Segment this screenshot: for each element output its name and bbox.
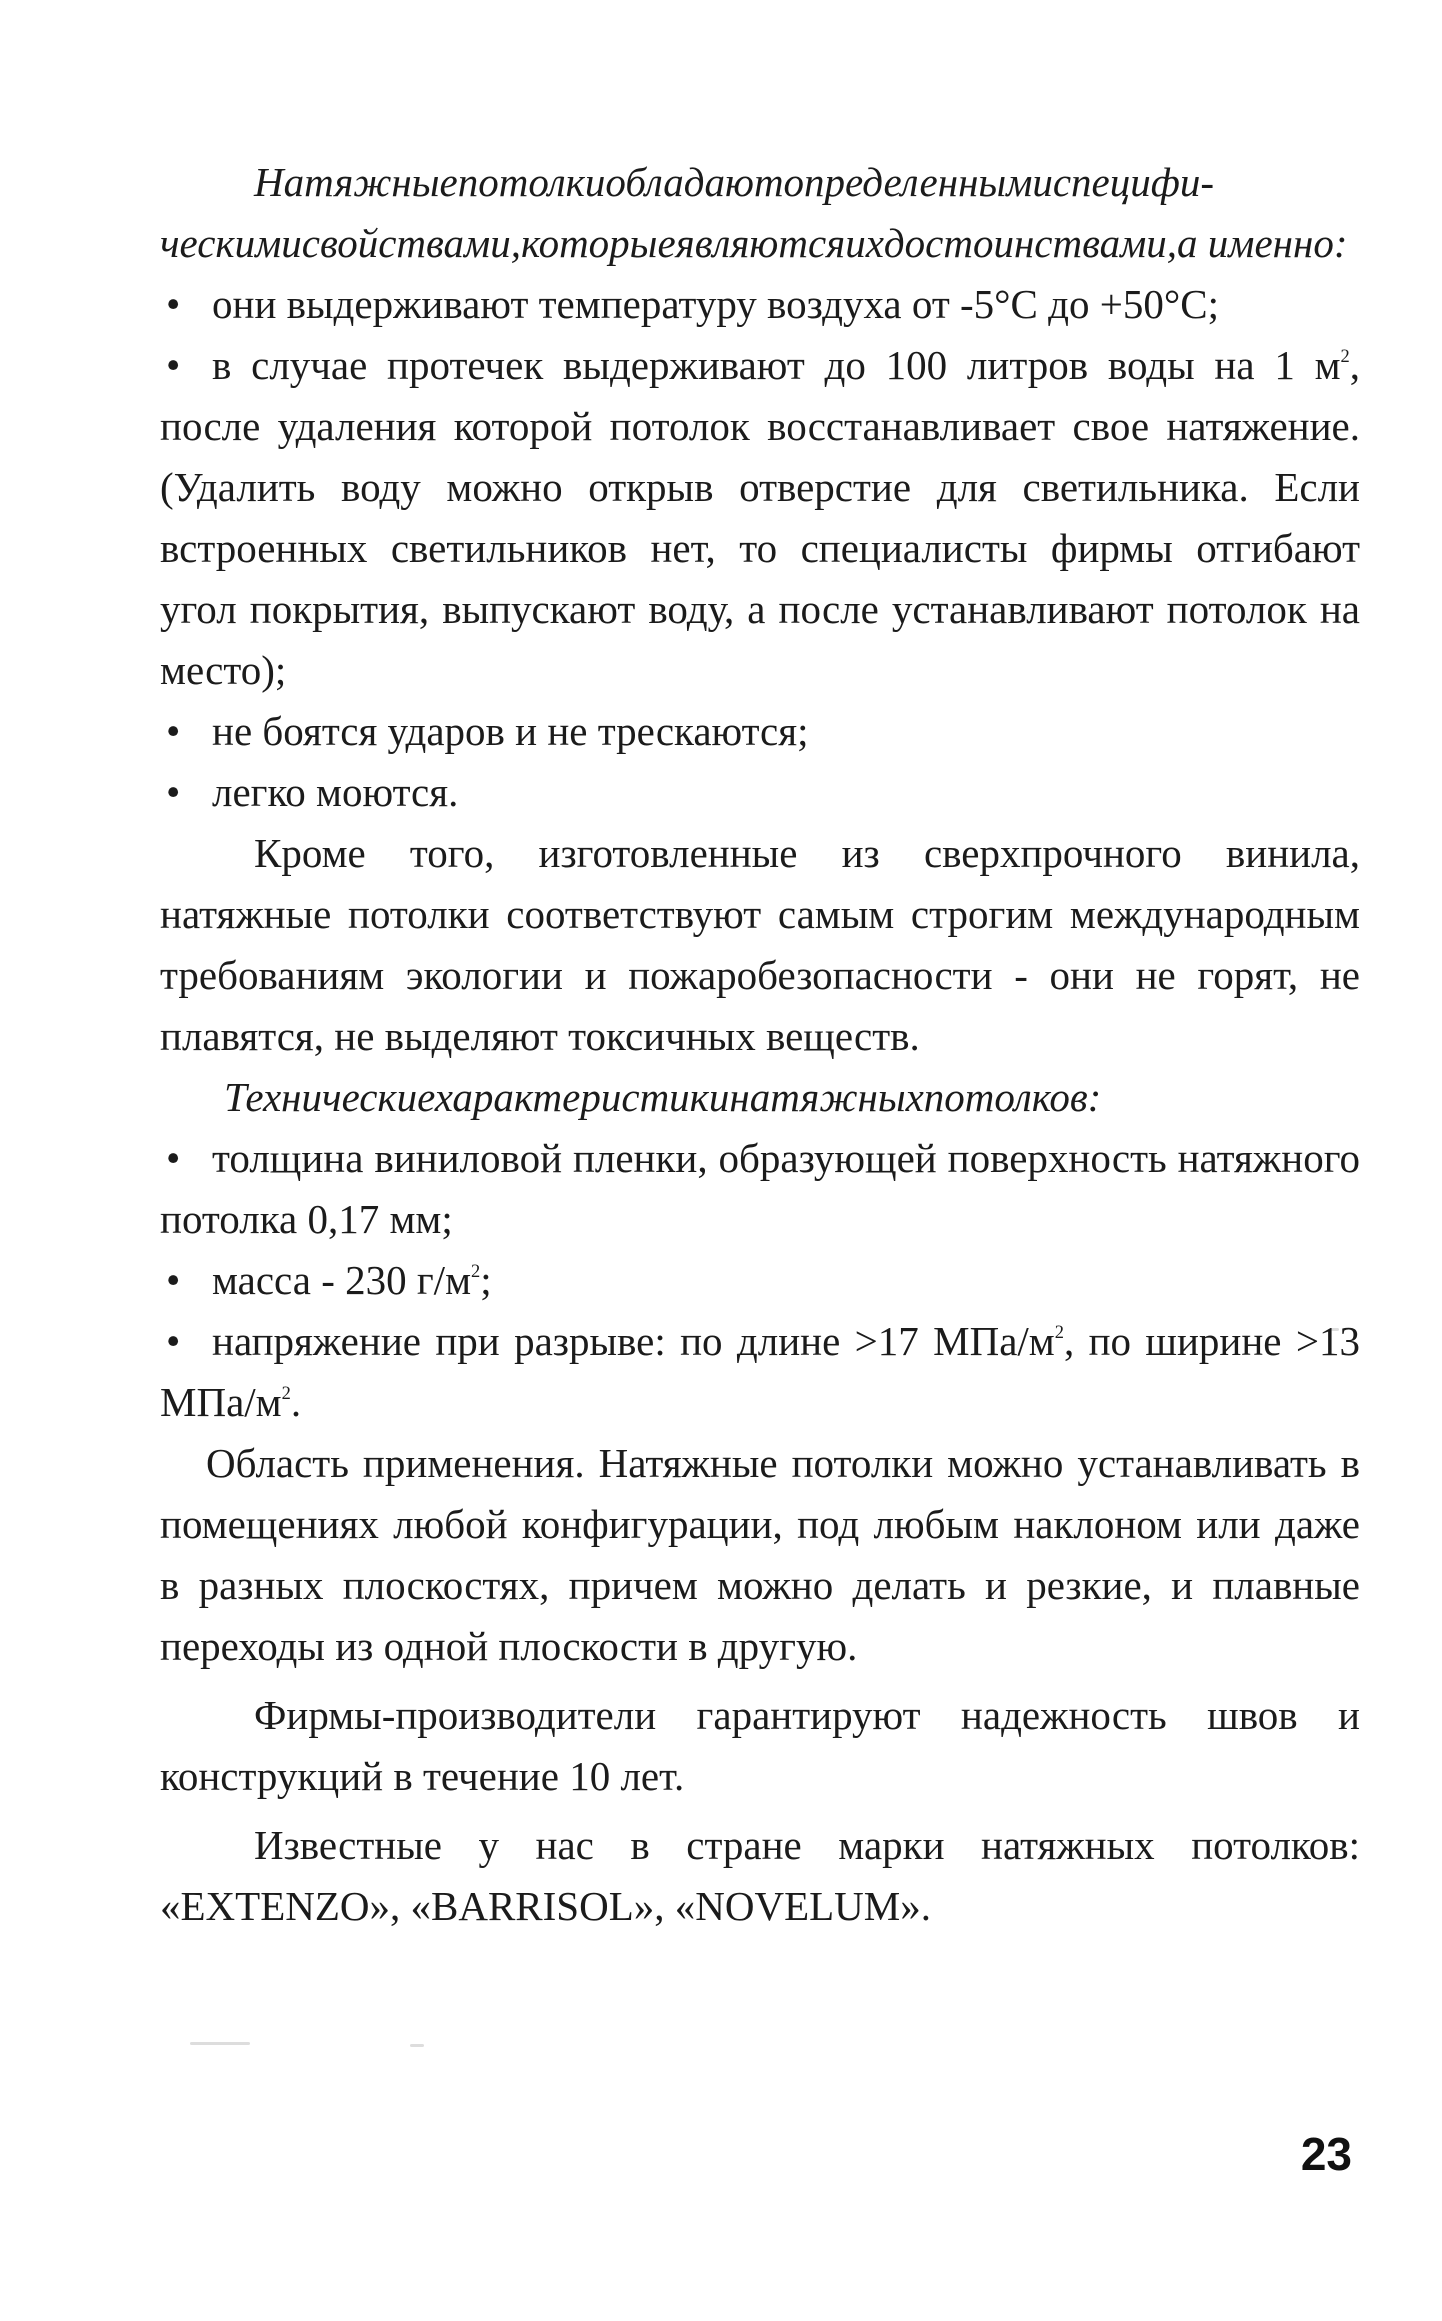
bullet-temperature bbox=[160, 274, 1360, 335]
bullet-tension bbox=[160, 1311, 1360, 1433]
bullet-text: не боятся ударов и не трескаются; bbox=[212, 708, 809, 754]
bullet-text-end: . bbox=[290, 1379, 302, 1425]
scan-smudge-mark bbox=[190, 2042, 250, 2045]
bullet-icon: • bbox=[166, 1318, 181, 1364]
page-text bbox=[160, 152, 1360, 1937]
bullet-icon: • bbox=[166, 1257, 181, 1303]
bullet-text: в случае протечек выдерживают до 100 литров воды на 1 м bbox=[212, 342, 1341, 388]
tech-heading: Техническиехарактеристикинатяжныхпотолков: bbox=[224, 1074, 1102, 1120]
bullet-impacts bbox=[160, 701, 1360, 762]
bullet-text-continued: , после удаления которой потолок восстанавливает свое натяжение. (Удалить воду можно открыв отверстие для светильника. Если встроенных светильников нет, то специалисты фирмы отгибают угол покрытия, выпускают воду, а после устанавливают потолок на место); bbox=[160, 342, 1360, 693]
superscript: 2 bbox=[471, 1260, 481, 1281]
bullet-text: напряжение при разрыве: по длине >17 МПа/м bbox=[212, 1318, 1055, 1364]
paragraph-guarantee: Фирмы-производители гарантируют надежность швов и конструкций в течение 10 лет. bbox=[160, 1692, 1360, 1799]
scan-smudge-mark bbox=[410, 2044, 424, 2047]
bullet-text: масса - 230 г/м bbox=[212, 1257, 472, 1303]
bullet-icon: • bbox=[166, 708, 181, 754]
paragraph-besides: Кроме того, изготовленные из сверхпрочного винила, натяжные потолки соответствуют самым строгим международным требованиям экологии и пожаробезопасности - они не горят, не плавятся, не выделяют токсичных веществ. bbox=[160, 830, 1360, 1059]
bullet-icon: • bbox=[166, 342, 181, 388]
superscript: 2 bbox=[1340, 345, 1350, 366]
bullet-text-end: ; bbox=[480, 1257, 492, 1303]
page-number: 23 bbox=[1300, 2128, 1352, 2180]
bullet-washable bbox=[160, 762, 1360, 823]
bullet-text-middle: , по ширине >13 МПа/м bbox=[160, 1318, 1360, 1425]
bullet-mass bbox=[160, 1250, 1360, 1311]
bullet-icon: • bbox=[166, 1135, 181, 1181]
bullet-icon: • bbox=[166, 281, 181, 327]
bullet-text: легко моются. bbox=[212, 769, 459, 815]
bullet-text: они выдерживают температуру воздуха от -5°С до +50°С; bbox=[212, 281, 1220, 327]
intro-paragraph: Натяжныепотолкиобладаютопределеннымиспецифи-ческимисвойствами,которыеявляютсяихдостоинствами,а именно: bbox=[160, 159, 1348, 266]
paragraph-area-of-use: Область применения. Натяжные потолки можно устанавливать в помещениях любой конфигурации, под любым наклоном или даже в разных плоскостях, причем можно делать и резкие, и плавные переходы из одной плоскости в другую. bbox=[160, 1440, 1360, 1669]
paragraph-brands: Известные у нас в стране марки натяжных потолков: «EXTENZO», «BARRISOL», «NOVELUM». bbox=[160, 1822, 1360, 1929]
bullet-leaks bbox=[160, 335, 1360, 701]
bullet-thickness bbox=[160, 1128, 1360, 1250]
superscript: 2 bbox=[281, 1382, 291, 1403]
bullet-icon: • bbox=[166, 769, 181, 815]
bullet-text: толщина виниловой пленки, образующей поверхность натяжного потолка 0,17 мм; bbox=[160, 1135, 1360, 1242]
superscript: 2 bbox=[1054, 1321, 1064, 1342]
